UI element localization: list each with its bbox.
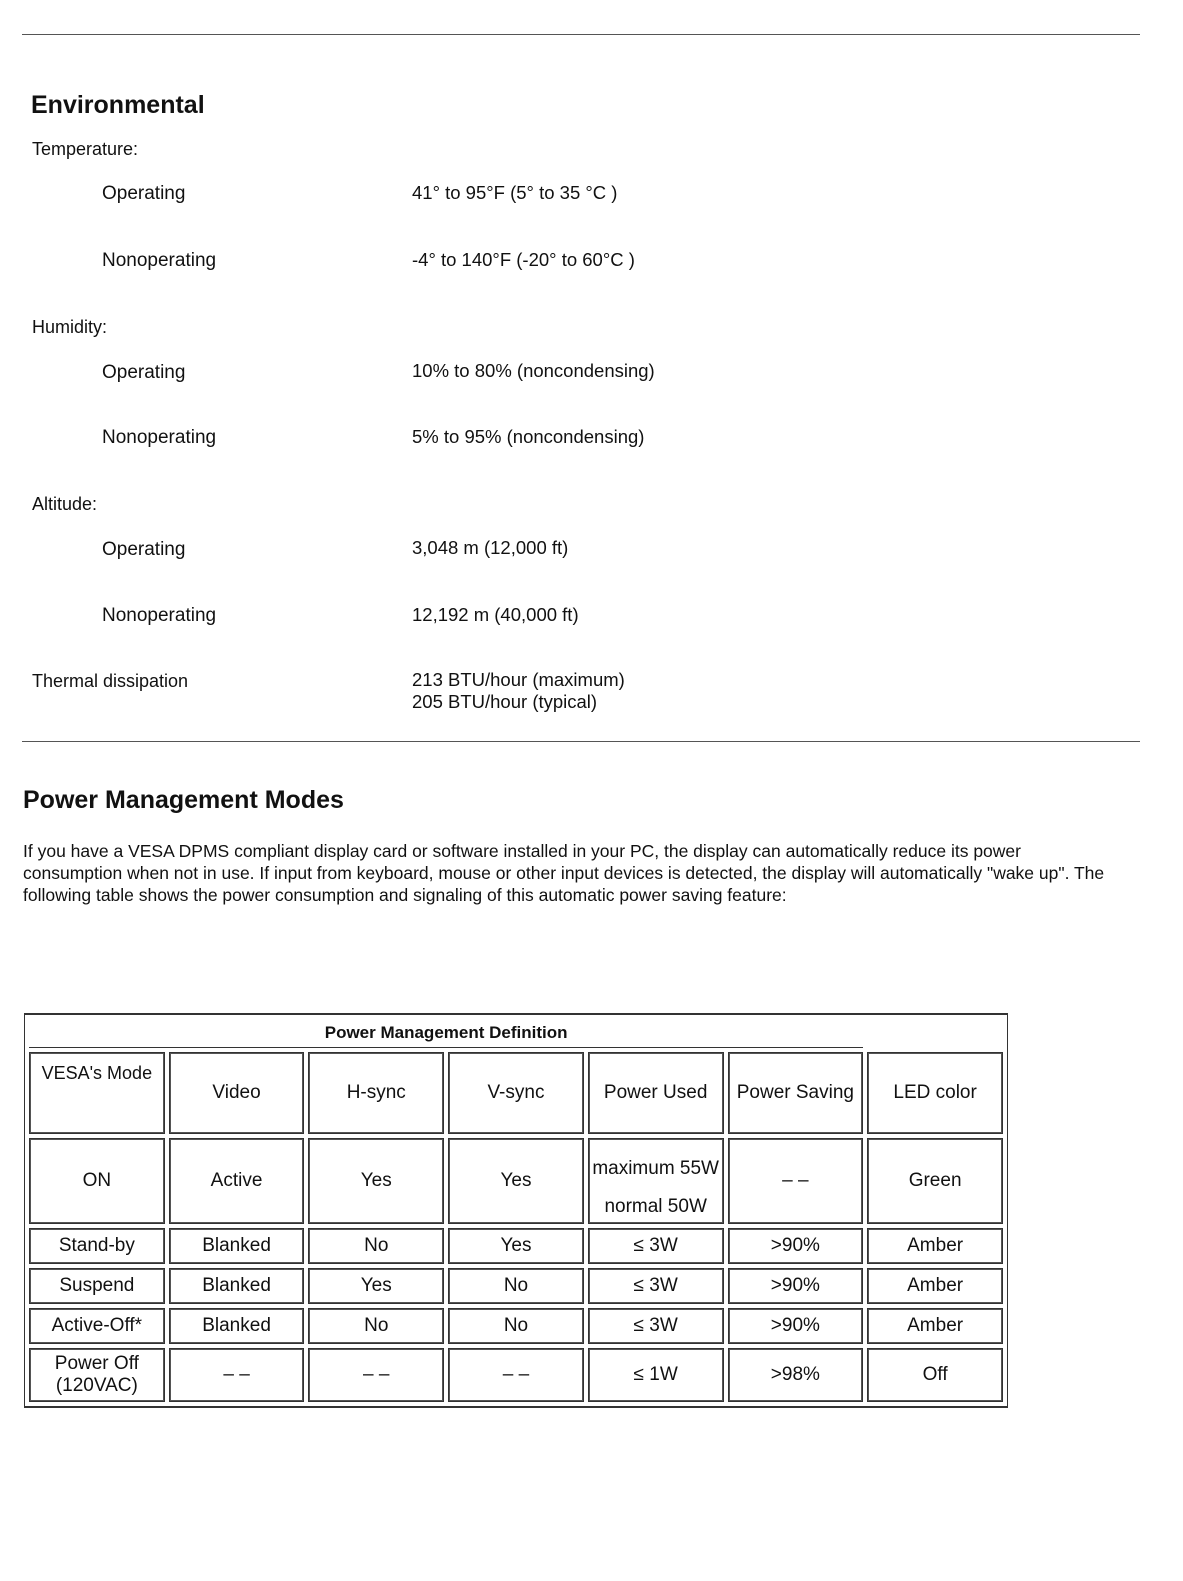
header-hsync: H-sync (308, 1052, 444, 1134)
cell-power-saving: – – (728, 1138, 864, 1224)
cell-power-saving: >90% (728, 1228, 864, 1264)
cell-power-used (588, 1138, 724, 1224)
table-row (29, 1348, 1003, 1402)
table-row (29, 1228, 1003, 1264)
table-row (29, 1138, 1003, 1224)
table-row (29, 1308, 1003, 1344)
altitude-operating-label: Operating (102, 539, 186, 560)
cell-power-used: ≤ 3W (588, 1268, 724, 1304)
cell-power-used: ≤ 3W (588, 1308, 724, 1344)
cell-mode: Stand-by (29, 1228, 165, 1264)
power-normal: normal 50W (604, 1196, 707, 1217)
environmental-heading: Environmental (31, 91, 205, 119)
power-management-table (24, 1013, 1008, 1408)
cell-mode: Active-Off* (29, 1308, 165, 1344)
cell-vsync: No (448, 1308, 584, 1344)
cell-hsync: No (308, 1308, 444, 1344)
header-power-saving: Power Saving (728, 1052, 864, 1134)
cell-vsync: – – (448, 1348, 584, 1402)
cell-led: Green (867, 1138, 1003, 1224)
cell-power-saving: >90% (728, 1268, 864, 1304)
cell-vsync: Yes (448, 1228, 584, 1264)
top-divider (22, 34, 1140, 35)
cell-power-used: ≤ 3W (588, 1228, 724, 1264)
altitude-nonoperating-label: Nonoperating (102, 605, 217, 626)
humidity-nonoperating-value: 5% to 95% (noncondensing) (412, 426, 645, 447)
cell-hsync: Yes (308, 1138, 444, 1224)
section-divider (22, 741, 1140, 742)
power-management-heading: Power Management Modes (23, 786, 344, 814)
humidity-label: Humidity: (32, 317, 108, 337)
header-led-color: LED color (867, 1052, 1003, 1134)
temperature-operating-label: Operating (102, 183, 186, 204)
altitude-operating-value: 3,048 m (12,000 ft) (412, 537, 569, 558)
cell-led: Amber (867, 1308, 1003, 1344)
cell-power-saving: >90% (728, 1308, 864, 1344)
header-vsync: V-sync (448, 1052, 584, 1134)
cell-hsync: – – (308, 1348, 444, 1402)
humidity-operating-label: Operating (102, 362, 186, 383)
mode-line2: (120VAC) (55, 1375, 138, 1396)
cell-led: Amber (867, 1228, 1003, 1264)
header-vesa-mode: VESA's Mode (29, 1052, 165, 1134)
table-caption: Power Management Definition (29, 1019, 863, 1048)
power-max: maximum 55W (592, 1158, 719, 1179)
cell-power-used: ≤ 1W (588, 1348, 724, 1402)
header-power-used: Power Used (588, 1052, 724, 1134)
table-row (29, 1268, 1003, 1304)
cell-mode: ON (29, 1138, 165, 1224)
cell-hsync: No (308, 1228, 444, 1264)
temperature-operating-value: 41° to 95°F (5° to 35 °C ) (412, 182, 618, 203)
cell-hsync: Yes (308, 1268, 444, 1304)
cell-video: Blanked (169, 1268, 305, 1304)
header-video: Video (169, 1052, 305, 1134)
cell-power-saving: >98% (728, 1348, 864, 1402)
thermal-dissipation-max: 213 BTU/hour (maximum) (412, 669, 625, 690)
mode-line1: Power Off (54, 1353, 139, 1374)
cell-led: Off (867, 1348, 1003, 1402)
cell-mode (29, 1348, 165, 1402)
cell-mode: Suspend (29, 1268, 165, 1304)
cell-video: Blanked (169, 1308, 305, 1344)
cell-video: – – (169, 1348, 305, 1402)
thermal-dissipation-label: Thermal dissipation (32, 671, 189, 691)
power-management-intro: If you have a VESA DPMS compliant display card or software installed in your PC, the display can automatically reduce its power consumption when not in use. If input from keyboard, mouse or other input devices is detected, the display will automatically "wake up". The following table shows the power consumption and signaling of this automatic power saving feature: (23, 841, 1105, 905)
altitude-nonoperating-value: 12,192 m (40,000 ft) (412, 604, 579, 625)
caption-spacer (867, 1019, 1003, 1048)
cell-vsync: Yes (448, 1138, 584, 1224)
table-header-row (29, 1052, 1003, 1134)
cell-vsync: No (448, 1268, 584, 1304)
humidity-nonoperating-label: Nonoperating (102, 427, 217, 448)
temperature-label: Temperature: (32, 139, 139, 159)
temperature-nonoperating-value: -4° to 140°F (-20° to 60°C ) (412, 249, 635, 270)
cell-video: Active (169, 1138, 305, 1224)
cell-led: Amber (867, 1268, 1003, 1304)
cell-video: Blanked (169, 1228, 305, 1264)
altitude-label: Altitude: (32, 494, 98, 514)
temperature-nonoperating-label: Nonoperating (102, 250, 217, 271)
humidity-operating-value: 10% to 80% (noncondensing) (412, 360, 655, 381)
thermal-dissipation-typical: 205 BTU/hour (typical) (412, 691, 598, 712)
